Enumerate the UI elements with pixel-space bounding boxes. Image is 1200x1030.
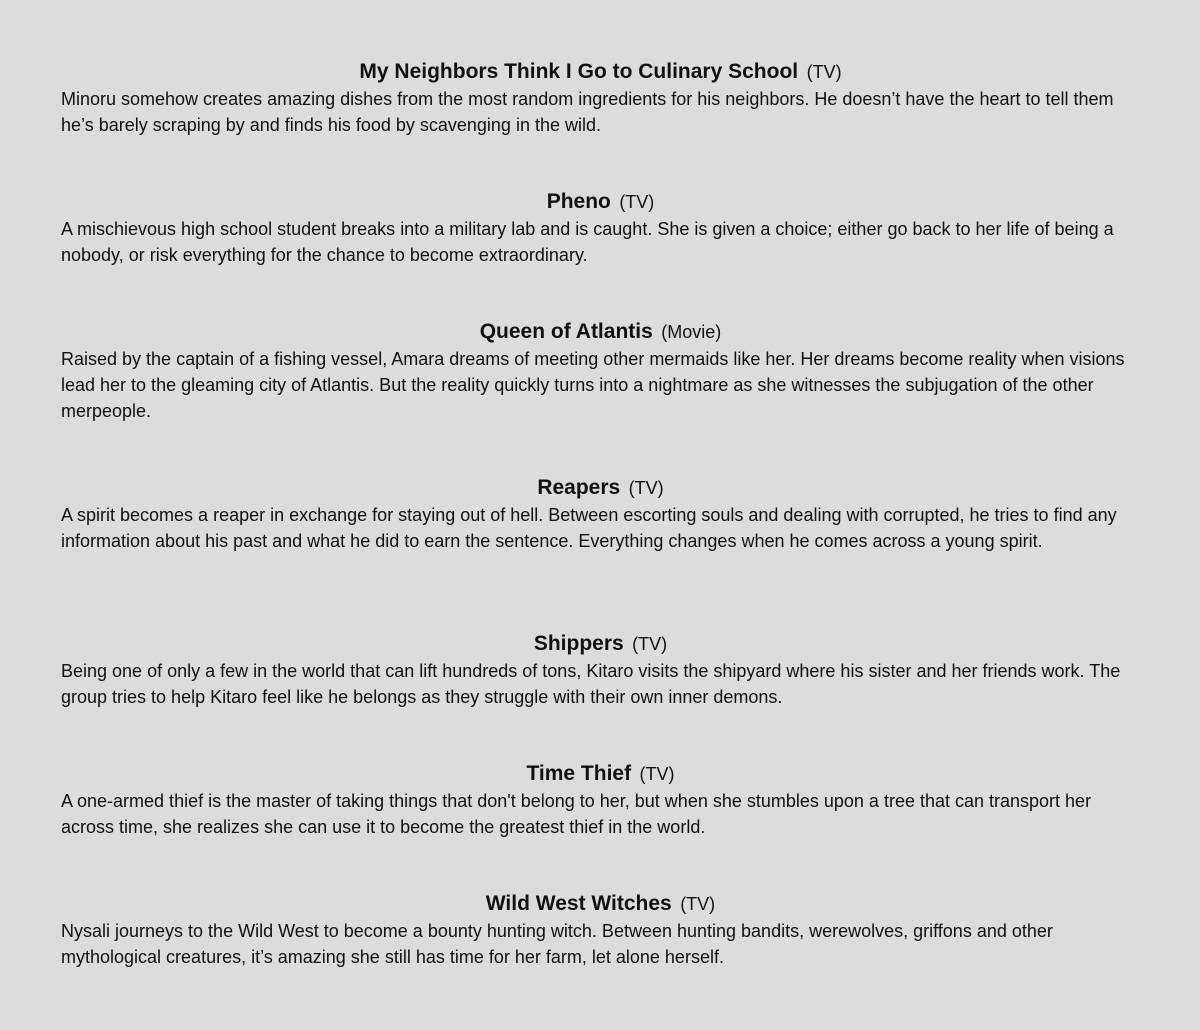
entry-heading [61,188,1140,216]
entry-heading [61,474,1140,502]
entry-format: (TV) [632,634,668,654]
entry-description: Raised by the captain of a fishing vessel, Amara dreams of meeting other mermaids like her. Her dreams become reality when visions lead her to the gleaming city of Atlantis. But the reality quickly turns into a nightmare as she witnesses the subjugation of the other merpeople. [61,349,1125,421]
entry-reapers [61,474,1140,630]
entry-culinary-school [61,58,1140,188]
entry-title: My Neighbors Think I Go to Culinary School [359,60,799,83]
entry-format: (Movie) [661,322,722,342]
entry-title: Time Thief [526,762,632,785]
entry-heading [61,318,1140,346]
entry-description: A mischievous high school student breaks into a military lab and is caught. She is given a choice; either go back to her life of being a nobody, or risk everything for the chance to become extraordinary. [61,219,1114,265]
entry-title: Queen of Atlantis [479,320,653,343]
entry-format: (TV) [619,192,655,212]
entry-description: Nysali journeys to the Wild West to become a bounty hunting witch. Between hunting bandits, werewolves, griffons and other mythological creatures, it’s amazing she still has time for her farm, let alone herself. [61,921,1053,967]
entry-heading [61,890,1140,918]
entry-description: Being one of only a few in the world that can lift hundreds of tons, Kitaro visits the shipyard where his sister and her friends work. The group tries to help Kitaro feel like he belongs as they struggle with their own inner demons. [61,661,1121,707]
entry-format: (TV) [639,764,675,784]
entry-title: Wild West Witches [485,892,672,915]
entry-queen-of-atlantis [61,318,1140,474]
entry-format: (TV) [628,478,664,498]
entry-time-thief [61,760,1140,890]
entry-title: Pheno [546,190,611,213]
entry-title: Shippers [533,632,624,655]
entry-format: (TV) [680,894,716,914]
entry-format: (TV) [806,62,842,82]
entry-title: Reapers [537,476,621,499]
entry-heading [61,58,1140,86]
entry-shippers [61,630,1140,760]
entry-description: Minoru somehow creates amazing dishes from the most random ingredients for his neighbors. He doesn’t have the heart to tell them he’s barely scraping by and finds his food by scavenging in the wild. [61,89,1114,135]
entry-wild-west-witches [61,890,1140,1020]
entry-description: A one-armed thief is the master of taking things that don't belong to her, but when she stumbles upon a tree that can transport her across time, she realizes she can use it to become the greatest thief in the world. [61,791,1092,837]
entry-heading [61,760,1140,788]
entry-pheno [61,188,1140,318]
entry-heading [61,630,1140,658]
entry-description: A spirit becomes a reaper in exchange for staying out of hell. Between escorting souls and dealing with corrupted, he tries to find any information about his past and what he did to earn the sentence. Everything changes when he comes across a young spirit. [61,505,1117,551]
